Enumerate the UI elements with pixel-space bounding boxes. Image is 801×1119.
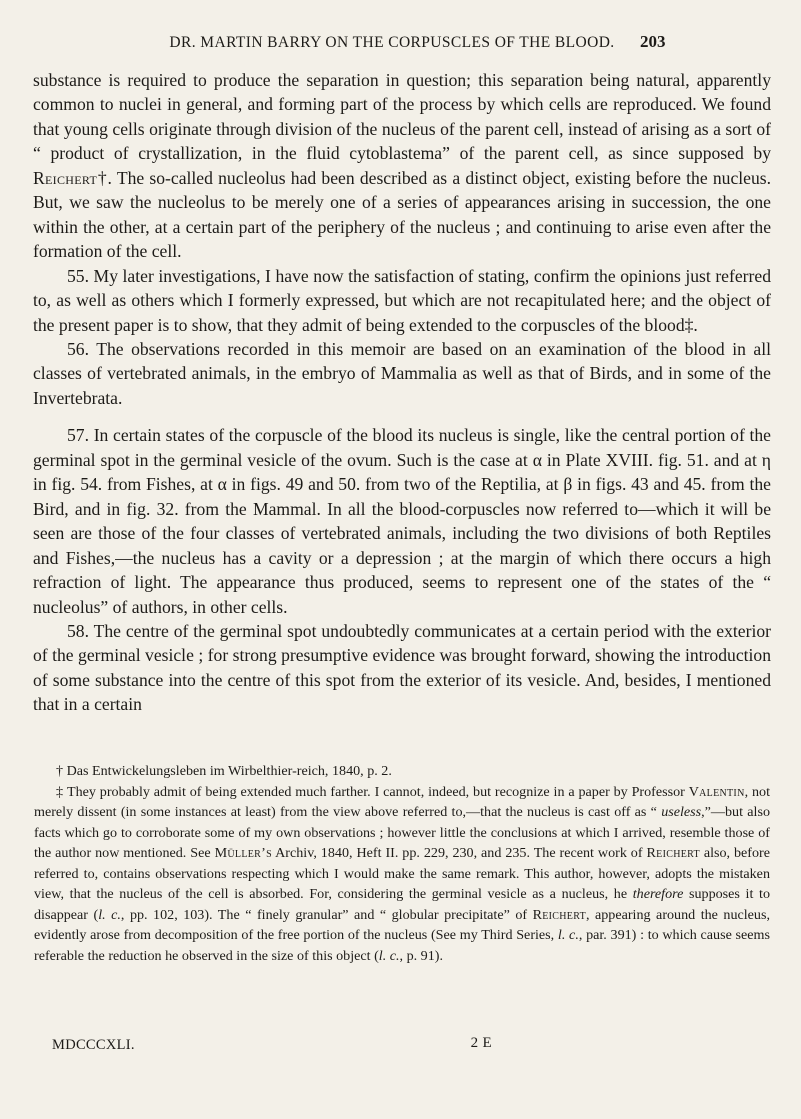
running-title: DR. MARTIN BARRY ON THE CORPUSCLES OF THE BLOOD.: [169, 34, 615, 51]
paragraph-57: 57. In certain states of the corpuscle of the blood its nucleus is single, like the central portion of the germinal spot in the germinal vesicle of the ovum. Such is the case at α in Plate XVIII. fig. 51. and at η in fig. 54. from Fishes, at α in figs. 49 and 50. from two of the Reptilia, at β in figs. 43 and 45. from the Bird, and in fig. 32. from the Mammal. In all the blood-corpuscles now referred to—which it will be seen are those of the four classes of vertebrated animals, including the two divisions of both Reptiles and Fishes,—the nucleus has a cavity or a depression ; at the margin of which there occurs a high refraction of light. The appearance thus produced, seems to represent one of the states of the “ nucleolus” of authors, in other cells.: [33, 425, 771, 617]
paragraph-continued: substance is required to produce the separation in question; this separation being natural, apparently common to nuclei in general, and forming part of the process by which cells are reproduced. We found that young cells originate through division of the nucleus of the parent cell, instead of arising as a sort of “ product of crystallization, in the fluid cytoblastema” of the parent cell, as since supposed by Reichert†. The so-called nucleolus had been described as a distinct object, existing before the nucleus. But, we saw the nucleolus to be merely one of a series of appearances arising in succession, the one within the other, at a certain part of the periphery of the nucleus ; and continuing to arise even after the formation of the cell.: [33, 70, 771, 262]
signature-mark: 2 E: [470, 1035, 492, 1051]
author-name-reichert: Reichert: [33, 167, 98, 188]
author-name-valentin: Valentin: [688, 783, 745, 800]
author-name-reichert: Reichert: [532, 906, 586, 923]
paragraph-55: 55. My later investigations, I have now the satisfaction of stating, confirm the opinions just referred to, as well as others which I formerly expressed, but which are not recapitulated here; and the object of the present paper is to show, that they admit of being extended to the corpuscles of the blood‡.: [33, 265, 771, 335]
main-text: [33, 68, 771, 717]
paragraph-56: 56. The observations recorded in this memoir are based on an examination of the blood in all classes of vertebrated animals, in the embryo of Mammalia as well as that of Birds, and in some of the Invertebrata.: [33, 338, 771, 408]
page-footer: [52, 1037, 492, 1054]
author-name-reichert: Reichert: [646, 845, 700, 861]
author-name-muller: Müller’s: [214, 845, 272, 861]
footnote-double-dagger: ‡ They probably admit of being extended much farther. I cannot, indeed, but recognize in a paper by Professor Valentin, not merely dissent (in some instances at least) from the view above referred to,—that the nucleus is cast off as “ useless,”—but also facts which go to corroborate some of my own observations ; however little the conclusions at which I arrived, resemble those of the author now mentioned. See Müller’s Archiv, 1840, Heft II. pp. 229, 230, and 235. The recent work of Reichert also, before referred to, contains observations respecting which I would make the same remark. This author, however, adopts the mistaken view, that the nucleus of the cell is absorbed. For, considering the germinal vesicle as a nucleus, he therefore supposes it to disappear (l. c., pp. 102, 103). The “ finely granular” and “ globular precipitate” of Reichert, appearing around the nucleus, evidently arose from decomposition of the free portion of the nucleus (See my Third Series, l. c., par. 391) : to which cause seems referable the reduction he observed in the size of this object (l. c., p. 91).: [34, 783, 771, 964]
footnotes: [34, 761, 770, 966]
paragraph-58: 58. The centre of the germinal spot undoubtedly communicates at a certain period with the exterior of the germinal vesicle ; for strong presumptive evidence was brought forward, showing the introduction of some substance into the centre of this spot from the exterior of its vesicle. And, besides, I mentioned that in a certain: [33, 620, 771, 715]
footnote-dagger: † Das Entwickelungsleben im Wirbelthier-reich, 1840, p. 2.: [56, 763, 392, 779]
year-mark: MDCCCXLI.: [52, 1037, 135, 1053]
page-number: 203: [640, 32, 666, 51]
